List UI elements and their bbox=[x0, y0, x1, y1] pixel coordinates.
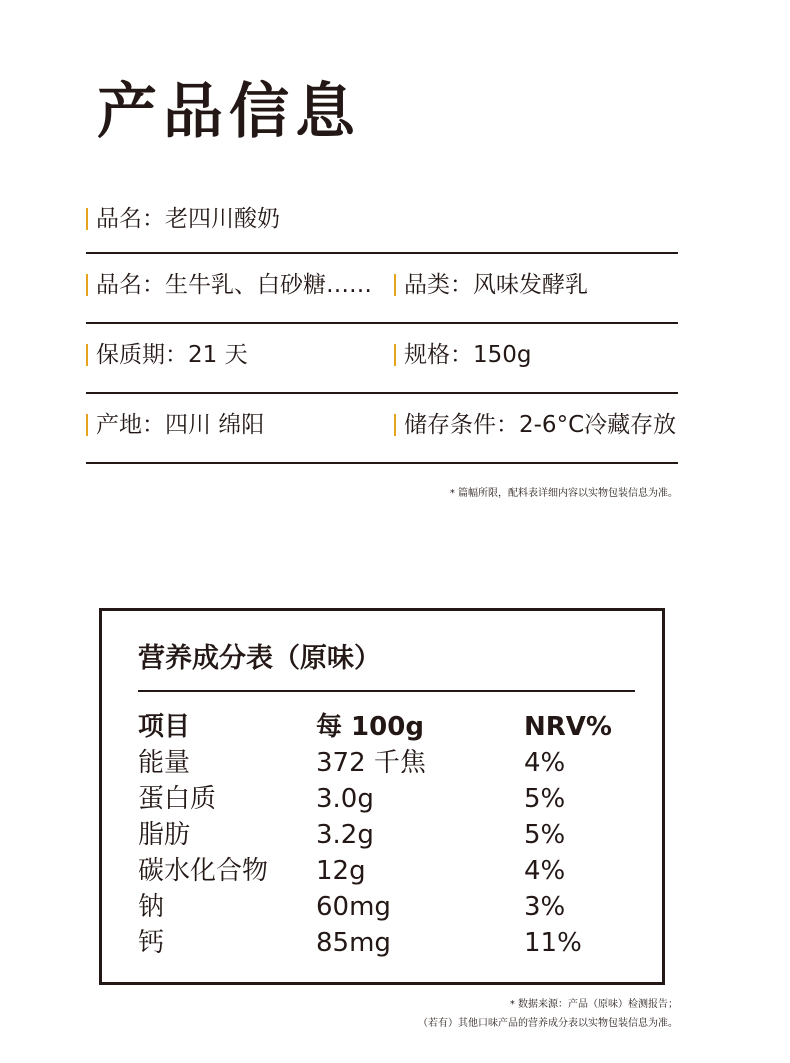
ingredients-field: 品名：生牛乳、白砂糖…… bbox=[86, 272, 396, 298]
nutrition-title: 营养成分表（原味） bbox=[138, 643, 381, 674]
divider bbox=[138, 690, 635, 692]
shelf-life-field: 保质期：21 天 bbox=[86, 342, 396, 368]
page-title: 产品信息 bbox=[97, 77, 361, 147]
footnote-source: * 数据来源：产品（原味）检测报告； bbox=[509, 999, 678, 1010]
footnote-other-flavors: （若有）其他口味产品的营养成分表以实物包装信息为准。 bbox=[418, 1018, 678, 1029]
nutrient-nrv: 11% bbox=[524, 928, 582, 958]
nutrient-nrv: 4% bbox=[524, 748, 566, 778]
nutrition-table bbox=[138, 709, 638, 961]
ingredients-note: * 篇幅所限，配料表详细内容以实物包装信息为准。 bbox=[449, 488, 678, 499]
column-header-nrv: NRV% bbox=[524, 712, 612, 742]
nutrient-nrv: 5% bbox=[524, 820, 566, 850]
table-row bbox=[138, 781, 638, 817]
spec-field: 规格：150g bbox=[394, 342, 694, 368]
table-row bbox=[138, 817, 638, 853]
info-row bbox=[86, 254, 678, 324]
storage-field: 储存条件：2-6°C冷藏存放 bbox=[394, 412, 694, 438]
column-header-item: 项目 bbox=[138, 712, 191, 742]
product-info-list bbox=[86, 188, 678, 464]
table-header-row bbox=[138, 709, 638, 745]
column-header-per-100g: 每 100g bbox=[316, 712, 424, 742]
nutrient-name: 脂肪 bbox=[138, 820, 191, 850]
table-row bbox=[138, 745, 638, 781]
table-row bbox=[138, 889, 638, 925]
table-row bbox=[138, 925, 638, 961]
info-row bbox=[86, 324, 678, 394]
nutrient-name: 钠 bbox=[138, 892, 165, 922]
nutrient-name: 蛋白质 bbox=[138, 784, 217, 814]
nutrient-amount: 60mg bbox=[316, 892, 391, 922]
info-row bbox=[86, 188, 678, 254]
nutrient-nrv: 5% bbox=[524, 784, 566, 814]
nutrient-amount: 372 千焦 bbox=[316, 748, 426, 778]
nutrition-facts-box bbox=[99, 608, 665, 985]
nutrient-amount: 12g bbox=[316, 856, 366, 886]
nutrient-name: 能量 bbox=[138, 748, 191, 778]
nutrient-name: 钙 bbox=[138, 928, 165, 958]
table-row bbox=[138, 853, 638, 889]
nutrient-nrv: 4% bbox=[524, 856, 566, 886]
nutrient-amount: 3.2g bbox=[316, 820, 374, 850]
nutrient-name: 碳水化合物 bbox=[138, 856, 269, 886]
product-name-field: 品名：老四川酸奶 bbox=[86, 206, 396, 232]
nutrient-amount: 85mg bbox=[316, 928, 391, 958]
category-field: 品类：风味发酵乳 bbox=[394, 272, 694, 298]
origin-field: 产地：四川 绵阳 bbox=[86, 412, 396, 438]
nutrient-nrv: 3% bbox=[524, 892, 566, 922]
nutrient-amount: 3.0g bbox=[316, 784, 374, 814]
info-row bbox=[86, 394, 678, 464]
